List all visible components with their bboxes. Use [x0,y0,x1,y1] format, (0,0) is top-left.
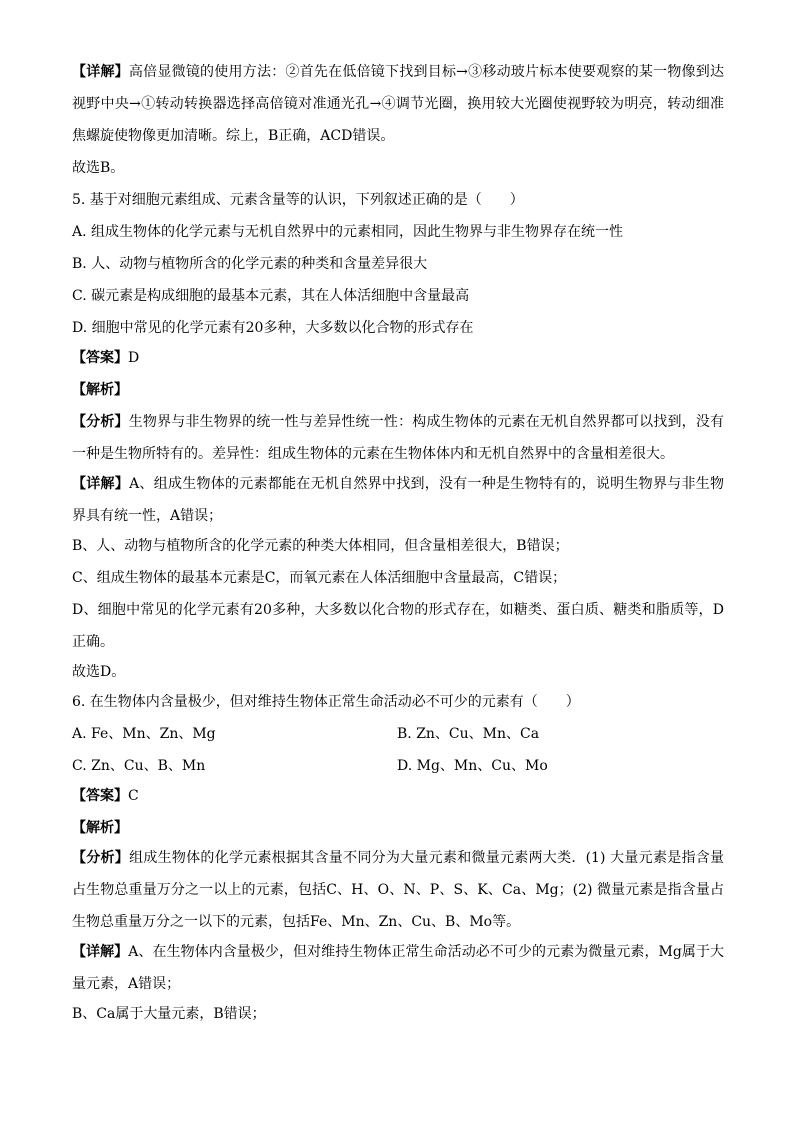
answer-tag: 【答案】 [72,350,128,366]
q6-detail-a [72,936,724,1000]
q6-option-d: D. Mg、Mn、Cu、Mo [397,758,548,774]
q5-detail-d: D、细胞中常见的化学元素有20多种，大多数以化合物的形式存在，如糖类、蛋白质、糖类和脂质等，D正确。 [72,602,724,650]
q6-stem: 6. 在生物体内含量极少，但对维持生物体正常生命活动必不可少的元素有（ ） [72,694,580,710]
q6-detail-b: B、Ca属于大量元素，B错误； [72,1006,266,1022]
q5-detail-b: B、人、动物与植物所含的化学元素的种类大体相同，但含量相差很大，B错误； [72,538,569,554]
q6-fenxi [72,842,724,938]
q5-option-d: D. 细胞中常见的化学元素有20多种，大多数以化合物的形式存在 [72,320,474,336]
fenxi-text: 生物界与非生物界的统一性与差异性统一性：构成生物体的元素在无机自然界都可以找到，没有一种是生物所特有的。差异性：组成生物体的元素在生物体体内和无机自然界中的含量相差很大。 [72,414,725,462]
detail-text: A、组成生物体的元素都能在无机自然界中找到，没有一种是生物特有的，说明生物界与非生物界具有统一性，A错误； [72,476,725,524]
fenxi-text: 组成生物体的化学元素根据其含量不同分为大量元素和微量元素两大类．(1) 大量元素是指含量占生物总重量万分之一以上的元素，包括C、H、O、N、P、S、K、Ca、Mg；(2) 微量元素是指含量占生物总重量万分之一以下的元素，包括Fe、Mn、Zn、Cu、B、Mo等。 [72,850,725,930]
q4-detail [72,56,724,152]
q5-fenxi [72,406,724,470]
detail-text: 高倍显微镜的使用方法：②首先在低倍镜下找到目标→③移动玻片标本使要观察的某一物像到达视野中央→①转动转换器选择高倍镜对准通光孔→④调节光圈，换用较大光圈使视野较为明亮，转动细准焦螺旋使物像更加清晰。综上，B正确，ACD错误。 [72,64,725,144]
q5-option-c: C. 碳元素是构成细胞的最基本元素，其在人体活细胞中含量最高 [72,288,470,304]
q5-detail-c: C、组成生物体的最基本元素是C，而氧元素在人体活细胞中含量最高，C错误； [72,570,567,586]
q6-option-c: C. Zn、Cu、B、Mn [72,758,206,774]
detail-tag: 【详解】 [72,944,129,960]
q6-answer [72,780,724,812]
q5-option-b: B. 人、动物与植物所含的化学元素的种类和含量差异很大 [72,256,428,272]
answer-tag: 【答案】 [72,788,128,804]
q5-analysis-tag: 【解析】 [72,382,128,398]
fenxi-tag: 【分析】 [72,850,130,866]
fenxi-tag: 【分析】 [72,414,129,430]
q5-detail-a [72,468,724,532]
q4-conclusion: 故选B。 [72,160,125,176]
detail-tag: 【详解】 [72,476,130,492]
q6-analysis-tag: 【解析】 [72,820,128,836]
q5-option-a: A. 组成生物体的化学元素与无机自然界中的元素相同，因此生物界与非生物界存在统一性 [72,224,624,240]
answer-value: D [128,350,140,366]
detail-text: A、在生物体内含量极少，但对维持生物体正常生命活动必不可少的元素为微量元素，Mg属于大量元素，A错误； [72,944,725,992]
q6-option-a: A. Fe、Mn、Zn、Mg [72,726,216,742]
q6-option-b: B. Zn、Cu、Mn、Ca [397,726,540,742]
q5-stem: 5. 基于对细胞元素组成、元素含量等的认识，下列叙述正确的是（ ） [72,192,524,208]
q5-conclusion: 故选D。 [72,664,126,680]
answer-value: C [128,788,139,804]
detail-tag: 【详解】 [72,64,129,80]
q5-answer [72,342,724,374]
